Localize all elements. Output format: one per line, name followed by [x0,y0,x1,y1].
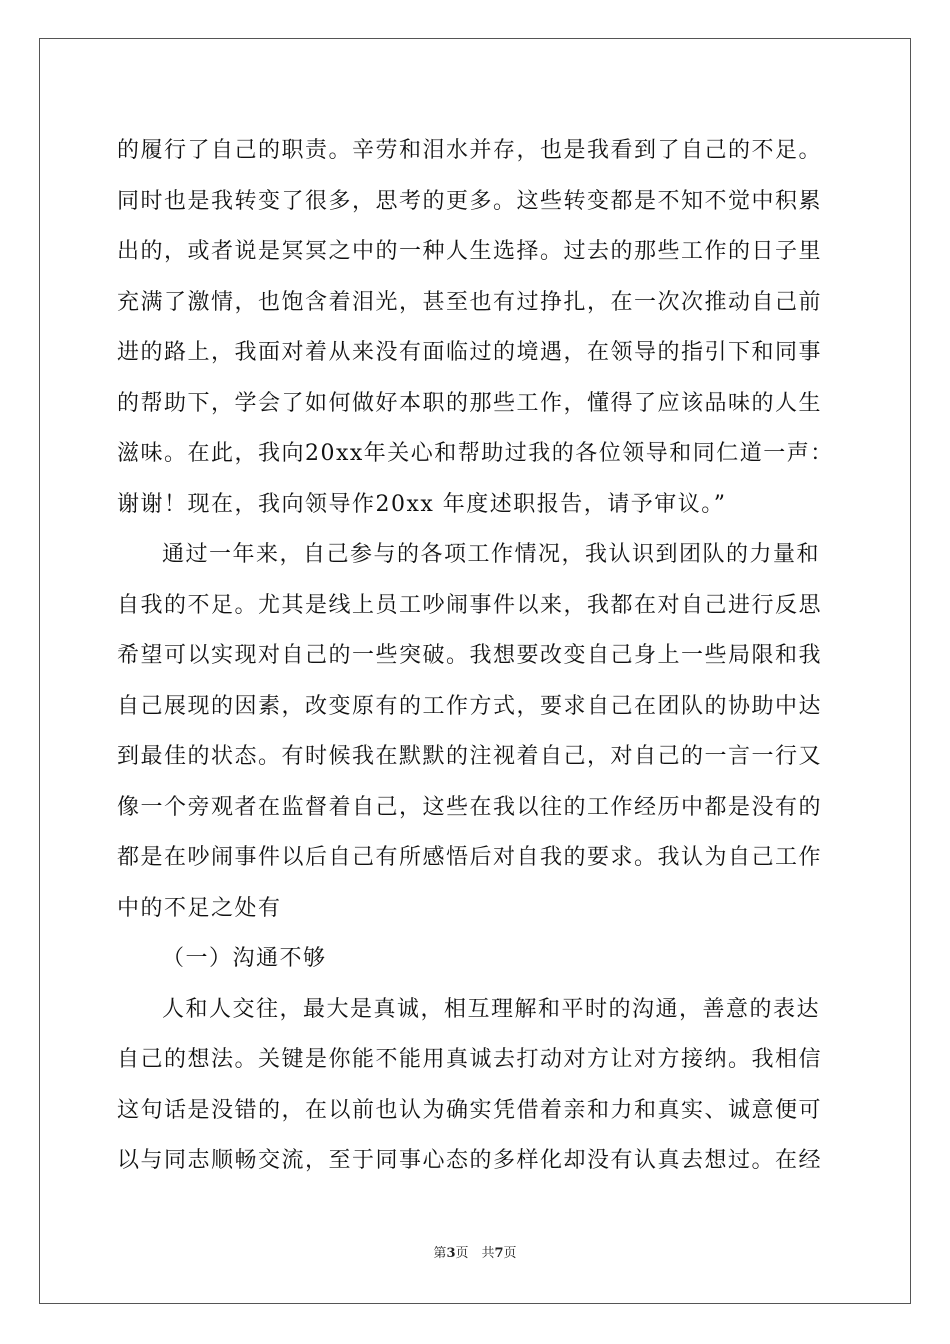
paragraph-start-line: 通过一年来，自己参与的各项工作情况，我认识到团队的力量和 [162,542,821,567]
text-line: 进的路上，我面对着从来没有面临过的境遇，在领导的指引下和同事 [117,340,823,365]
text-line: 这句话是没错的，在以前也认为确实凭借着亲和力和真实、诚意便可 [117,1097,823,1123]
text-line: 出的，或者说是冥冥之中的一种人生选择。过去的那些工作的日子里 [117,239,823,264]
text-line: 自己的想法。关键是你能不能用真诚去打动对方让对方接纳。我相信 [117,1047,823,1072]
footer-prefix: 第 [433,1246,447,1261]
paragraph-start-line: 人和人交往，最大是真诚，相互理解和平时的沟通，善意的表达 [162,996,821,1022]
footer-suffix: 页 [503,1246,517,1261]
text-line: 的帮助下，学会了如何做好本职的那些工作，懂得了应该品味的人生 [117,390,823,416]
current-page-number: 3 [446,1246,456,1261]
text-line: 自我的不足。尤其是线上员工吵闹事件以来，我都在对自己进行反思 [117,592,823,618]
text-line: 充满了激情，也饱含着泪光，甚至也有过挣扎，在一次次推动自己前 [117,289,823,315]
text-line: 到最佳的状态。有时候我在默默的注视着自己，对自己的一言一行又 [117,744,823,769]
text-line: 希望可以实现对自己的一些突破。我想要改变自己身上一些局限和我 [117,643,823,668]
page-footer [0,1244,950,1264]
text-line: 的履行了自己的职责。辛劳和泪水并存，也是我看到了自己的不足。 [117,138,823,163]
text-line: 自己展现的因素，改变原有的工作方式，要求自己在团队的协助中达 [117,693,823,719]
text-line: 像一个旁观者在监督着自己，这些在我以往的工作经历中都是没有的 [117,794,823,820]
section-heading: （一）沟通不够 [162,946,327,971]
footer-mid: 页 共 [455,1246,495,1261]
text-line: 滋味。在此，我向20xx年关心和帮助过我的各位领导和同仁道一声： [117,441,834,466]
document-body [117,126,837,1187]
total-page-number: 7 [494,1246,504,1261]
text-line: 都是在吵闹事件以后自己有所感悟后对自我的要求。我认为自己工作 [117,845,823,870]
text-line: 中的不足之处有 [117,895,282,921]
text-line: 同时也是我转变了很多，思考的更多。这些转变都是不知不觉中积累 [117,188,823,214]
text-line: 以与同志顺畅交流，至于同事心态的多样化却没有认真去想过。在经 [117,1148,823,1173]
text-line: 谢谢！现在，我向领导作20xx 年度述职报告，请予审议。” [117,491,727,517]
